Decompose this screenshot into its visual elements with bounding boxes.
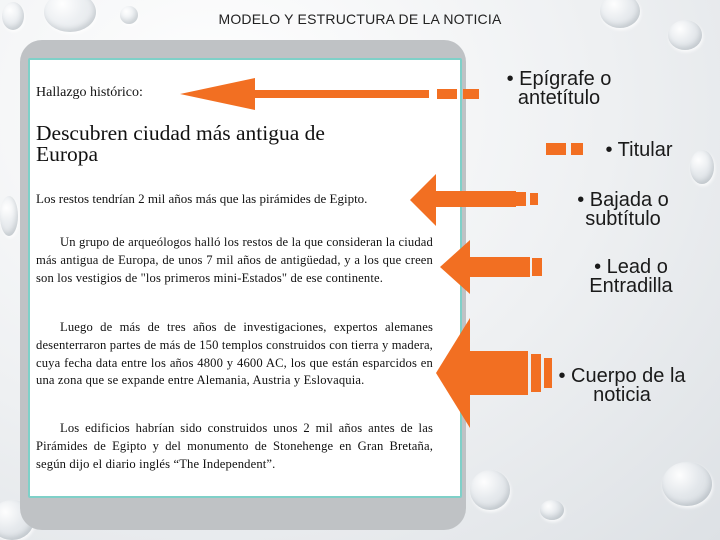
arrow-titular-dash (546, 143, 566, 155)
arrow-epigrafe-head (180, 78, 255, 110)
arrow-lead-head (440, 240, 470, 294)
article-headline: Descubren ciudad más antigua de Europa (36, 121, 325, 166)
label-bajada: • Bajada o subtítulo (577, 189, 669, 230)
arrow-cuerpo-shaft (470, 351, 528, 395)
arrow-bajada-dash (530, 193, 538, 205)
arrow-titular-dash (571, 143, 583, 155)
article-summary: Los restos tendrían 2 mil años más que las pirámides de Egipto. (36, 191, 368, 206)
arrow-cuerpo-dash (531, 354, 541, 392)
arrow-lead-shaft (470, 257, 530, 277)
label-epigrafe: • Epígrafe o antetítulo (506, 68, 612, 109)
label-titular: • Titular (605, 139, 673, 161)
arrow-epigrafe-dash (463, 89, 479, 99)
label-cuerpo: • Cuerpo de la noticia (558, 365, 686, 406)
arrow-epigrafe-dash (437, 89, 457, 99)
arrow-bajada-head (410, 174, 436, 226)
article-body-paragraph: Luego de más de tres años de investigaciones, expertos alemanes desenterraron partes de más de 150 templos construidos con tierra y madera, cuya fecha data entre los años 4800 y 4600 AC, los que están esparcidos en una zona que se expande entre Alemania, Austria y Eslovaquia. (36, 320, 433, 388)
arrow-cuerpo-head (436, 318, 470, 428)
article-lead: Un grupo de arqueólogos halló los restos de la que consideran la ciudad más antigua de Europa, de unos 7 mil años de antigüedad, y a los que creen son los vestigios de "los primeros mini-Estados" de ese continente. (36, 235, 433, 285)
article-body-paragraph: Los edificios habrían sido construidos unos 2 mil años antes de las Pirámides de Egipto y del monumento de Stonehenge en Gran Bretaña, según dijo el diario inglés “The Independent”. (36, 421, 433, 471)
slide-title: MODELO Y ESTRUCTURA DE LA NOTICIA (218, 11, 502, 27)
arrow-bajada-shaft (436, 191, 516, 207)
arrow-bajada-dash (516, 192, 526, 206)
label-lead: • Lead o Entradilla (589, 256, 673, 297)
arrow-lead-dash (532, 258, 542, 276)
arrow-epigrafe-shaft (255, 90, 429, 98)
article-epigraph: Hallazgo histórico: (36, 85, 143, 100)
